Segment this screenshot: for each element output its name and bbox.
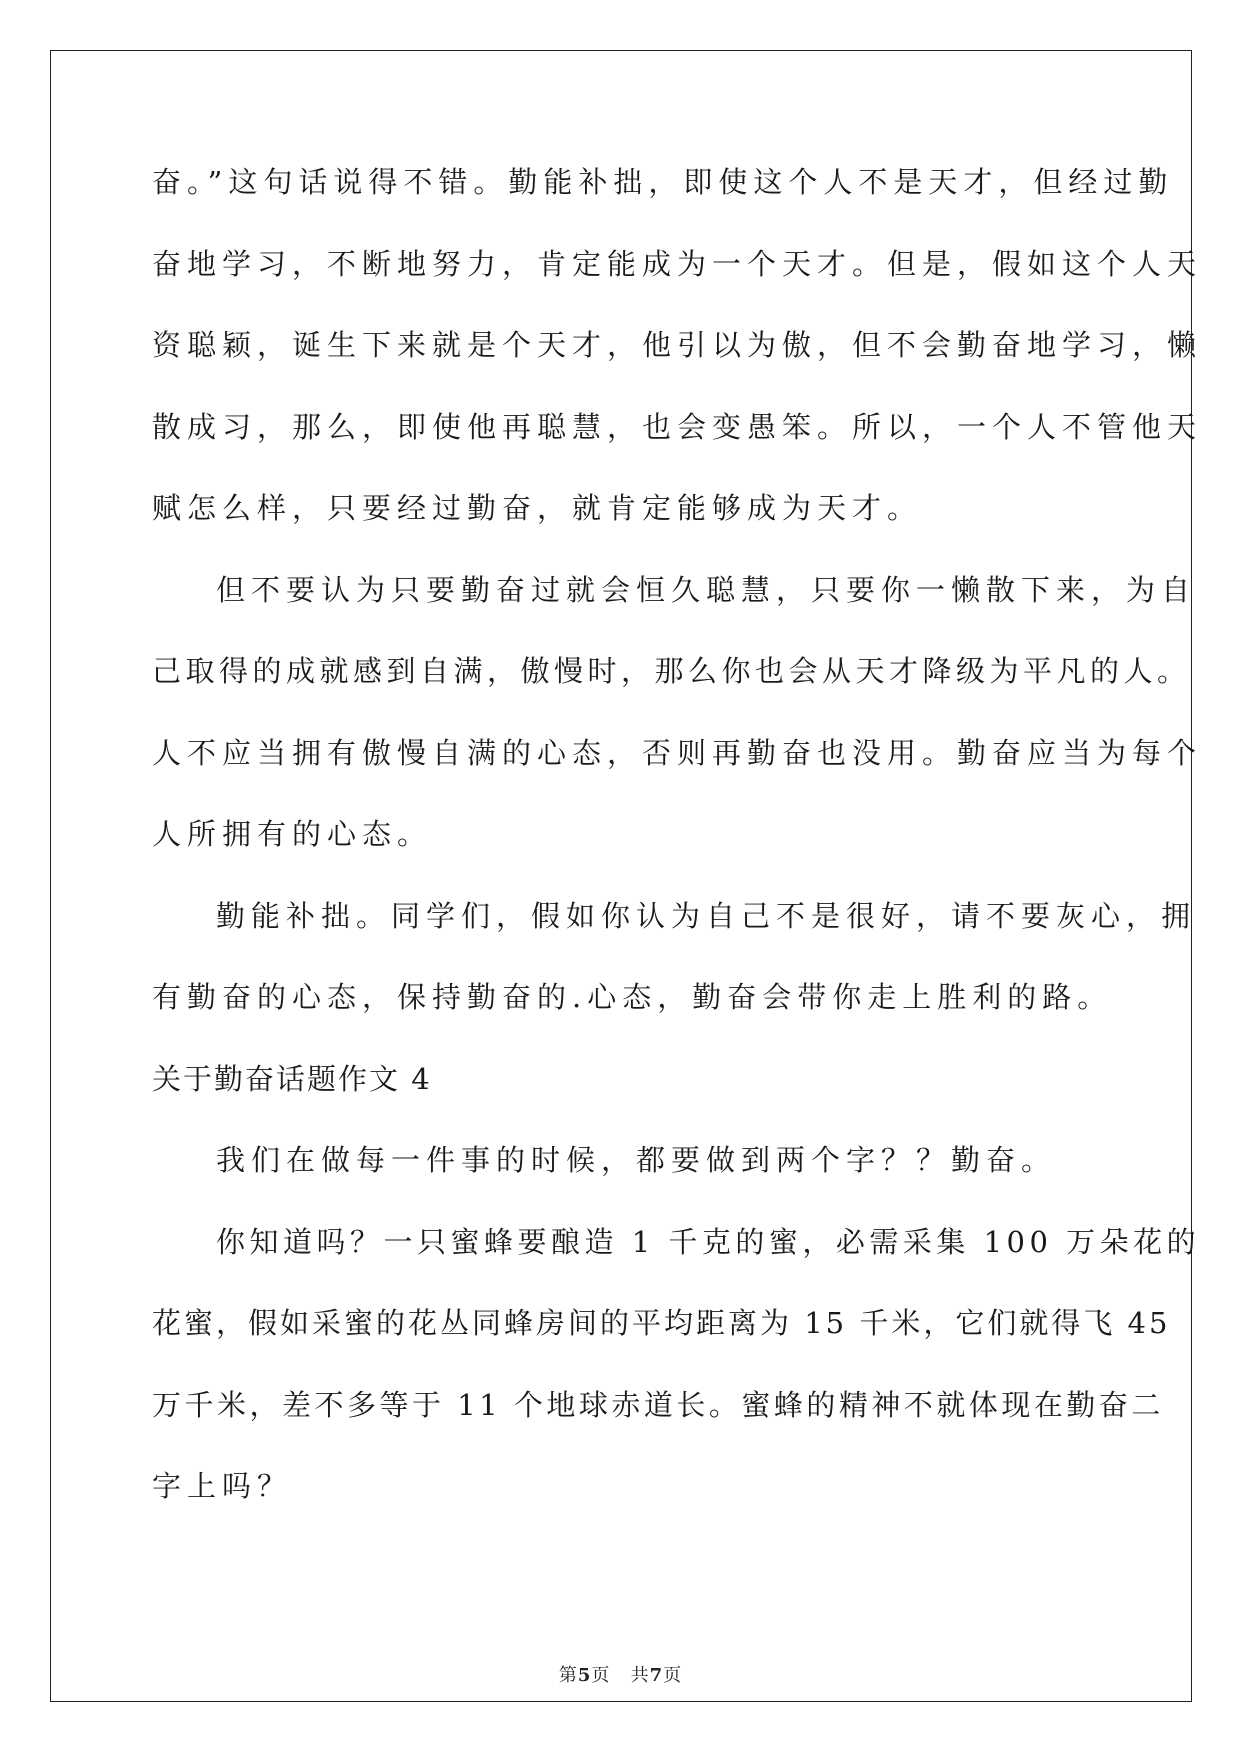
footer-middle: 页 共 — [591, 1665, 650, 1686]
paragraph-start: 我们在做每一件事的时候，都要做到两个字？？勤奋。 — [216, 1143, 1057, 1177]
text-line: 己取得的成就感到自满，傲慢时，那么你也会从天才降级为平凡的人。 — [152, 654, 1191, 688]
footer-page-number: 5 — [577, 1665, 592, 1686]
document-body — [152, 157, 1203, 1543]
footer-total-pages: 7 — [649, 1665, 664, 1686]
text-line: 花蜜，假如采蜜的花丛同蜂房间的平均距离为 15 千米，它们就得飞 45 — [152, 1306, 1171, 1340]
text-line: 人所拥有的心态。 — [152, 817, 433, 851]
section-heading: 关于勤奋话题作文 4 — [152, 1061, 432, 1096]
text-line: 人不应当拥有傲慢自满的心态，否则再勤奋也没用。勤奋应当为每个 — [152, 735, 1203, 770]
text-line: 资聪颖，诞生下来就是个天才，他引以为傲，但不会勤奋地学习，懒 — [152, 328, 1203, 362]
page-footer — [0, 1661, 1241, 1687]
text-line: 万千米，差不多等于 11 个地球赤道长。蜜蜂的精神不就体现在勤奋二 — [152, 1387, 1164, 1422]
text-line: 赋怎么样，只要经过勤奋，就肯定能够成为天才。 — [152, 491, 923, 525]
text-line: 有勤奋的心态，保持勤奋的.心态，勤奋会带你走上胜利的路。 — [152, 980, 1113, 1014]
text-line: 字上吗？ — [152, 1469, 293, 1503]
text-line: 散成习，那么，即使他再聪慧，也会变愚笨。所以，一个人不管他天 — [152, 409, 1203, 444]
footer-suffix: 页 — [663, 1665, 683, 1686]
paragraph-start: 但不要认为只要勤奋过就会恒久聪慧，只要你一懒散下来，为自 — [216, 572, 1197, 607]
text-line: 奋地学习，不断地努力，肯定能成为一个天才。但是，假如这个人天 — [152, 246, 1203, 281]
paragraph-start: 你知道吗？一只蜜蜂要酿造 1 千克的蜜，必需采集 100 万朵花的 — [216, 1224, 1201, 1259]
footer-prefix: 第 — [558, 1665, 578, 1686]
paragraph-start: 勤能补拙。同学们，假如你认为自己不是很好，请不要灰心，拥 — [216, 898, 1197, 933]
text-line: 奋。”这句话说得不错。勤能补拙，即使这个人不是天才，但经过勤 — [152, 165, 1174, 199]
